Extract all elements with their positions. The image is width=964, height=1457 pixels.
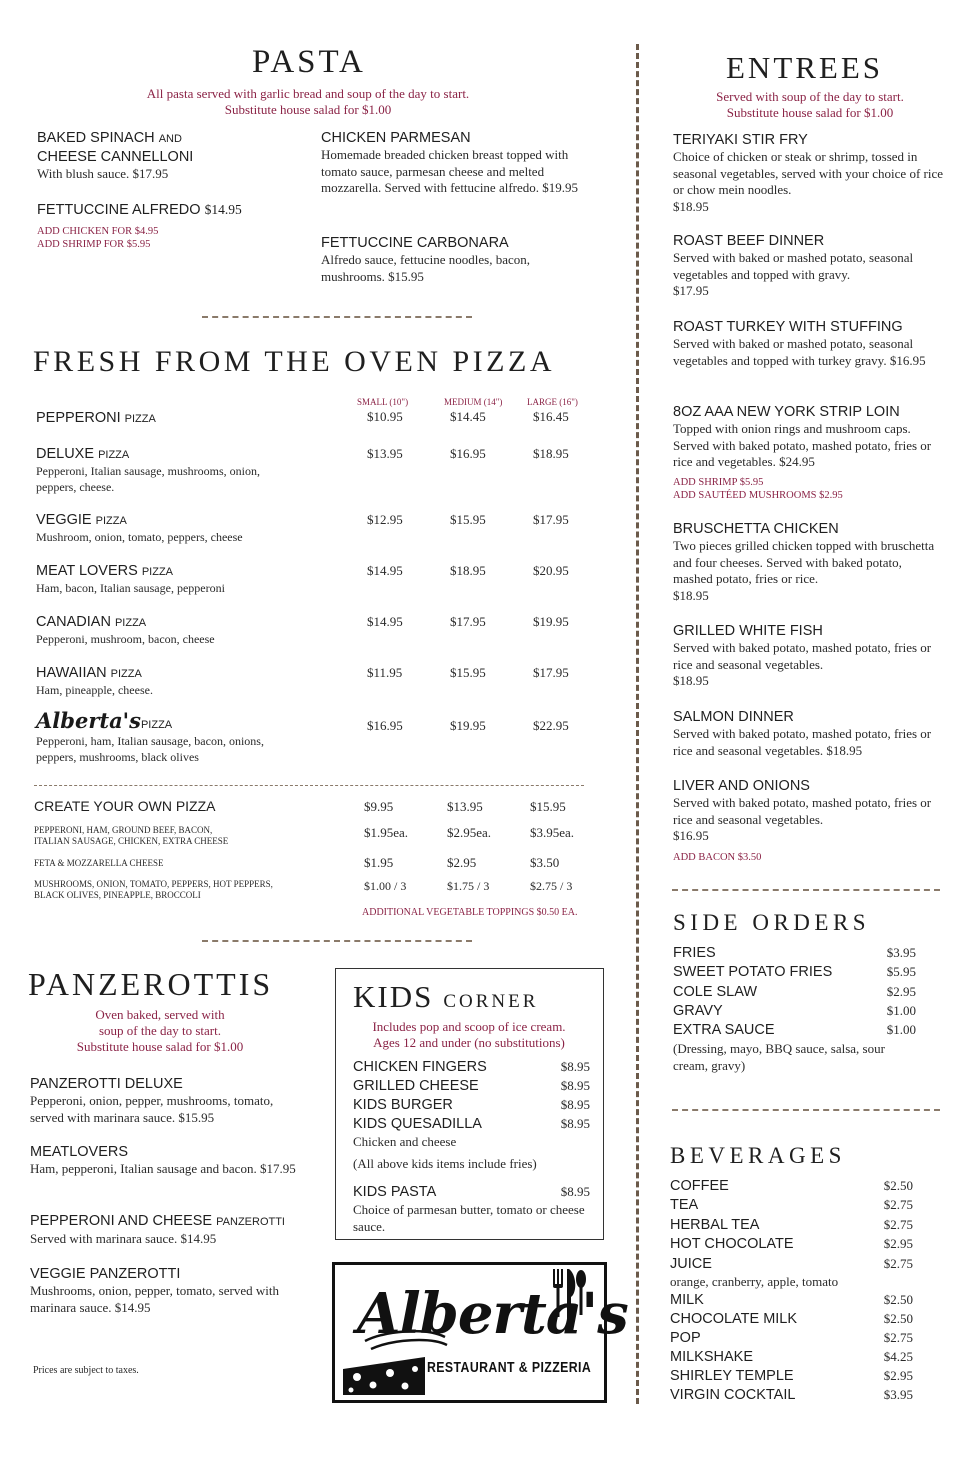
item-description: Served with baked potato, mashed potato, fries or rice and seasonal vegetables. <box>673 640 932 672</box>
panzerottis-sub-line-3: Substitute house salad for $1.00 <box>76 1039 244 1054</box>
item-description: Pepperoni, ham, Italian sausage, bacon, onions, peppers, mushrooms, black olives <box>36 734 264 764</box>
item-name: HAWAIIAN PIZZA <box>36 665 142 681</box>
add-on-shrimp: ADD SHRIMP $5.95 <box>673 476 764 488</box>
item-name: GRILLED WHITE FISH <box>673 623 823 639</box>
item-name: CANADIAN PIZZA <box>36 614 147 630</box>
price-large: $2.75 / 3 <box>530 879 573 893</box>
panzerottis-title: PANZEROTTIS <box>28 966 274 1002</box>
beverages-title: BEVERAGES <box>670 1143 846 1168</box>
beverage-item-coffee: COFFEE $2.50 <box>670 1178 913 1194</box>
menu-item-panzerotti-deluxe <box>30 1075 302 1126</box>
menu-item-roast-beef <box>673 232 938 300</box>
item-price: $18.95 <box>673 587 709 603</box>
item-description: Topped with onion rings and mushroom caps. Served with baked potato, mashed potato, fries or rice and vegetables. $24.95 <box>673 421 932 469</box>
additional-toppings-note: ADDITIONAL VEGETABLE TOPPINGS $0.50 EA. <box>362 907 578 918</box>
item-description: Ham, bacon, Italian sausage, pepperoni <box>36 581 225 595</box>
item-name: FETTUCCINE CARBONARA <box>321 235 509 251</box>
pasta-sub-line-1: All pasta served with garlic bread and soup of the day to start. <box>146 86 470 101</box>
kids-item-grilled-cheese: GRILLED CHEESE $8.95 <box>353 1078 590 1094</box>
pasta-title: PASTA <box>252 44 366 80</box>
item-description: Two pieces grilled chicken topped with bruschetta and four cheeses. Served with baked potato, mashed potato, fries or rice. <box>673 538 935 586</box>
side-item-extra-sauce: EXTRA SAUCE $1.00 <box>673 1022 916 1038</box>
section-divider <box>202 940 472 942</box>
price-small: $13.95 <box>367 446 403 461</box>
beverage-item-shirley-temple: SHIRLEY TEMPLE $2.95 <box>670 1368 913 1384</box>
side-item-cole-slaw: COLE SLAW $2.95 <box>673 984 916 1000</box>
section-divider <box>672 1109 940 1111</box>
section-divider <box>34 785 584 786</box>
side-item-sweet-potato-fries: SWEET POTATO FRIES $5.95 <box>673 964 916 980</box>
item-name: ROAST TURKEY WITH STUFFING <box>673 319 903 335</box>
topping-row-meats <box>34 825 599 851</box>
kids-sub-line-2: Ages 12 and under (no substitutions) <box>373 1035 565 1050</box>
item-description: Served with marinara sauce. $14.95 <box>30 1231 217 1246</box>
price-large: $16.45 <box>533 409 569 424</box>
section-divider <box>202 316 472 318</box>
albertas-logo <box>332 1262 628 1403</box>
section-divider <box>672 889 940 891</box>
kids-sub-line-1: Includes pop and scoop of ice cream. <box>372 1019 566 1034</box>
item-name: VEGGIE PIZZA <box>36 512 127 528</box>
price-small: $9.95 <box>364 799 394 814</box>
side-item-gravy: GRAVY $1.00 <box>673 1003 916 1019</box>
add-on-bacon: ADD BACON $3.50 <box>673 851 762 863</box>
menu-item-cannelloni <box>37 129 307 183</box>
item-description: Ham, pineapple, cheese. <box>36 683 153 697</box>
entrees-title: ENTREES <box>726 50 884 85</box>
pizza-row-meat-lovers <box>36 562 596 598</box>
price-large: $17.95 <box>533 665 569 680</box>
price-small: $14.95 <box>367 563 403 578</box>
size-small-label: SMALL (10") <box>357 397 409 407</box>
price-medium: $15.95 <box>450 665 486 680</box>
beverage-item-tea: TEA $2.75 <box>670 1197 913 1213</box>
price-large: $19.95 <box>533 614 569 629</box>
item-name: ROAST BEEF DINNER <box>673 233 825 249</box>
panzerottis-sub-line-2: soup of the day to start. <box>98 1023 222 1038</box>
menu-item-fettuccine-alfredo <box>37 201 307 251</box>
menu-item-fettuccine-carbonara <box>321 234 583 285</box>
item-name: TERIYAKI STIR FRY <box>673 132 808 148</box>
price-medium: $19.95 <box>450 718 486 733</box>
entrees-subtitle <box>670 89 950 121</box>
item-name: FETTUCCINE ALFREDO $14.95 <box>37 202 242 218</box>
price-small: $12.95 <box>367 512 403 527</box>
kids-pasta-desc: Choice of parmesan butter, tomato or cheese sauce. <box>353 1202 585 1234</box>
item-name: BRUSCHETTA CHICKEN <box>673 521 839 537</box>
size-medium-label: MEDIUM (14") <box>444 397 503 407</box>
topping-row-vegetables <box>34 879 599 905</box>
item-name: VEGGIE PANZEROTTI <box>30 1266 181 1282</box>
price-medium: $17.95 <box>450 614 486 629</box>
beverage-item-pop: POP $2.75 <box>670 1330 913 1346</box>
item-name: Alberta'sPIZZA <box>36 708 173 733</box>
kids-item-quesadilla: KIDS QUESADILLA $8.95 <box>353 1116 590 1132</box>
menu-item-roast-turkey <box>673 318 941 369</box>
panzerottis-subtitle <box>40 1007 280 1055</box>
item-name: BAKED SPINACH AND <box>37 130 182 146</box>
item-name: CHICKEN PARMESAN <box>321 130 471 146</box>
price-large: $20.95 <box>533 563 569 578</box>
sides-title: SIDE ORDERS <box>673 910 871 935</box>
price-large: $3.95ea. <box>530 825 575 840</box>
item-name: PEPPERONI PIZZA <box>36 410 156 426</box>
item-description: Served with baked potato, mashed potato, fries or rice and seasonal vegetables. $18.95 <box>673 726 932 758</box>
price-large: $15.95 <box>530 799 566 814</box>
tax-footnote: Prices are subject to taxes. <box>33 1365 139 1376</box>
column-divider <box>636 44 639 1404</box>
menu-item-strip-loin <box>673 403 945 502</box>
item-description: Pepperoni, Italian sausage, mushrooms, onion, peppers, cheese. <box>36 464 260 494</box>
side-item-fries: FRIES $3.95 <box>673 945 916 961</box>
item-price: $18.95 <box>673 198 709 214</box>
pizza-row-veggie <box>36 511 596 547</box>
item-description: Served with baked or mashed potato, seasonal vegetables and topped with turkey gravy. $16.95 <box>673 336 926 368</box>
price-large: $22.95 <box>533 718 569 733</box>
menu-item-liver-onions <box>673 777 935 864</box>
entrees-sub-line-1: Served with soup of the day to start. <box>716 89 904 104</box>
beverage-item-herbal-tea: HERBAL TEA $2.75 <box>670 1217 913 1233</box>
kids-subtitle <box>336 1019 602 1051</box>
size-large-label: LARGE (16") <box>527 397 578 407</box>
item-description: Mushroom, onion, tomato, peppers, cheese <box>36 530 243 544</box>
price-small: $14.95 <box>367 614 403 629</box>
item-name: MEAT LOVERS PIZZA <box>36 563 174 579</box>
pizza-row-pepperoni <box>36 409 596 439</box>
price-large: $17.95 <box>533 512 569 527</box>
menu-item-teriyaki <box>673 131 943 215</box>
pasta-sub-line-2: Substitute house salad for $1.00 <box>224 102 392 117</box>
menu-item-bruschetta-chicken <box>673 520 935 604</box>
item-description: Choice of chicken or steak or shrimp, tossed in seasonal vegetables, served with your choice of rice or chow mein noodles. <box>673 149 944 197</box>
add-on-mushrooms: ADD SAUTÉED MUSHROOMS $2.95 <box>673 489 843 501</box>
entrees-sub-line-2: Substitute house salad for $1.00 <box>726 105 894 120</box>
price-small: $10.95 <box>367 409 403 424</box>
topping-row-cheese <box>34 855 599 873</box>
price-medium: $13.95 <box>447 799 483 814</box>
item-description: Pepperoni, mushroom, bacon, cheese <box>36 632 215 646</box>
item-name: PANZEROTTI DELUXE <box>30 1076 183 1092</box>
pasta-subtitle <box>100 86 516 118</box>
price-large: $3.50 <box>530 855 560 870</box>
menu-item-pepperoni-cheese <box>30 1212 310 1248</box>
item-description: Served with baked or mashed potato, seasonal vegetables and topped with gravy. <box>673 250 914 282</box>
kids-item-chicken-fingers: CHICKEN FINGERS $8.95 <box>353 1059 590 1075</box>
price-medium: $2.95 <box>447 855 477 870</box>
extra-sauce-options: (Dressing, mayo, BBQ sauce, salsa, sour cream, gravy) <box>673 1041 885 1073</box>
item-name: 8OZ AAA NEW YORK STRIP LOIN <box>673 404 900 420</box>
kids-corner-box <box>335 968 604 1240</box>
item-description: Ham, pepperoni, Italian sausage and bacon. $17.95 <box>30 1161 296 1176</box>
price-large: $18.95 <box>533 446 569 461</box>
beverage-item-milkshake: MILKSHAKE $4.25 <box>670 1349 913 1365</box>
item-description: Mushrooms, onion, pepper, tomato, served with marinara sauce. $14.95 <box>30 1283 279 1315</box>
pizza-row-deluxe <box>36 445 596 495</box>
logo-brand-name: Alberta's <box>357 1281 628 1347</box>
item-name: CREATE YOUR OWN PIZZA <box>34 798 216 814</box>
menu-item-meatlovers <box>30 1143 302 1178</box>
item-description: Served with baked potato, mashed potato, fries or rice and seasonal vegetables. <box>673 795 932 827</box>
item-name: SALMON DINNER <box>673 709 794 725</box>
price-small: $1.00 / 3 <box>364 879 407 893</box>
item-description: With blush sauce. $17.95 <box>37 166 169 181</box>
kids-fries-note: (All above kids items include fries) <box>353 1156 537 1171</box>
price-medium: $1.75 / 3 <box>447 879 490 893</box>
beverage-item-virgin-cocktail: VIRGIN COCKTAIL $3.95 <box>670 1387 913 1403</box>
menu-item-veggie-panzerotti <box>30 1265 295 1316</box>
pizza-slice-icon <box>343 1357 425 1395</box>
item-description: Homemade breaded chicken breast topped with tomato sauce, parmesan cheese and melted mozzarella. Served with fettucine alfredo. $19.95 <box>321 147 579 195</box>
item-price: $17.95 <box>673 283 709 298</box>
albertas-script-name: Alberta's <box>36 708 141 733</box>
item-name-line-2: CHEESE CANNELLONI <box>37 149 194 165</box>
pizza-row-hawaiian <box>36 664 596 700</box>
topping-label: MUSHROOMS, ONION, TOMATO, PEPPERS, HOT PEPPERS, BLACK OLIVES, PINEAPPLE, BROCCOLI <box>34 879 273 900</box>
pizza-row-canadian <box>36 613 596 649</box>
create-your-own-pizza <box>34 797 599 815</box>
price-medium: $2.95ea. <box>447 825 492 840</box>
menu-item-salmon <box>673 708 945 759</box>
pizza-title: FRESH FROM THE OVEN PIZZA <box>33 345 555 378</box>
item-price: $16.95 <box>673 828 709 843</box>
item-description: Alfredo sauce, fettucine noodles, bacon, mushrooms. $15.95 <box>321 252 531 284</box>
beverage-item-milk: MILK $2.50 <box>670 1292 913 1308</box>
price-medium: $15.95 <box>450 512 486 527</box>
price-small: $1.95 <box>364 855 394 870</box>
add-on-shrimp: ADD SHRIMP FOR $5.95 <box>37 239 151 250</box>
price-medium: $14.45 <box>450 409 486 424</box>
item-name: DELUXE PIZZA <box>36 446 130 462</box>
price-medium: $16.95 <box>450 446 486 461</box>
price-small: $1.95ea. <box>364 825 409 840</box>
kids-quesadilla-desc: Chicken and cheese <box>353 1134 457 1149</box>
topping-label: FETA & MOZZARELLA CHEESE <box>34 858 164 868</box>
price-small: $16.95 <box>367 718 403 733</box>
beverage-item-chocolate-milk: CHOCOLATE MILK $2.50 <box>670 1311 913 1327</box>
item-name: LIVER AND ONIONS <box>673 778 810 794</box>
item-price: $18.95 <box>673 673 709 688</box>
topping-label: PEPPERONI, HAM, GROUND BEEF, BACON, ITALIAN SAUSAGE, CHICKEN, EXTRA CHEESE <box>34 825 229 846</box>
kids-item-burger: KIDS BURGER $8.95 <box>353 1097 590 1113</box>
juice-options: orange, cranberry, apple, tomato <box>670 1274 839 1289</box>
item-description: Pepperoni, onion, pepper, mushrooms, tomato, served with marinara sauce. $15.95 <box>30 1093 274 1125</box>
menu-item-white-fish <box>673 622 935 690</box>
kids-item-pasta: KIDS PASTA $8.95 <box>353 1184 590 1200</box>
price-small: $11.95 <box>367 665 403 680</box>
item-name: PEPPERONI AND CHEESE PANZEROTTI <box>30 1213 285 1229</box>
menu-item-chicken-parmesan <box>321 129 583 197</box>
kids-title: KIDS CORNER <box>353 979 539 1014</box>
beverage-item-juice: JUICE $2.75 <box>670 1256 913 1272</box>
price-medium: $18.95 <box>450 563 486 578</box>
beverage-item-hot-chocolate: HOT CHOCOLATE $2.95 <box>670 1236 913 1252</box>
logo-tagline: RESTAURANT & PIZZERIA <box>427 1359 592 1376</box>
panzerottis-sub-line-1: Oven baked, served with <box>95 1007 225 1022</box>
item-name: MEATLOVERS <box>30 1144 129 1160</box>
add-on-chicken: ADD CHICKEN FOR $4.95 <box>37 226 159 237</box>
pizza-row-albertas <box>36 708 596 768</box>
